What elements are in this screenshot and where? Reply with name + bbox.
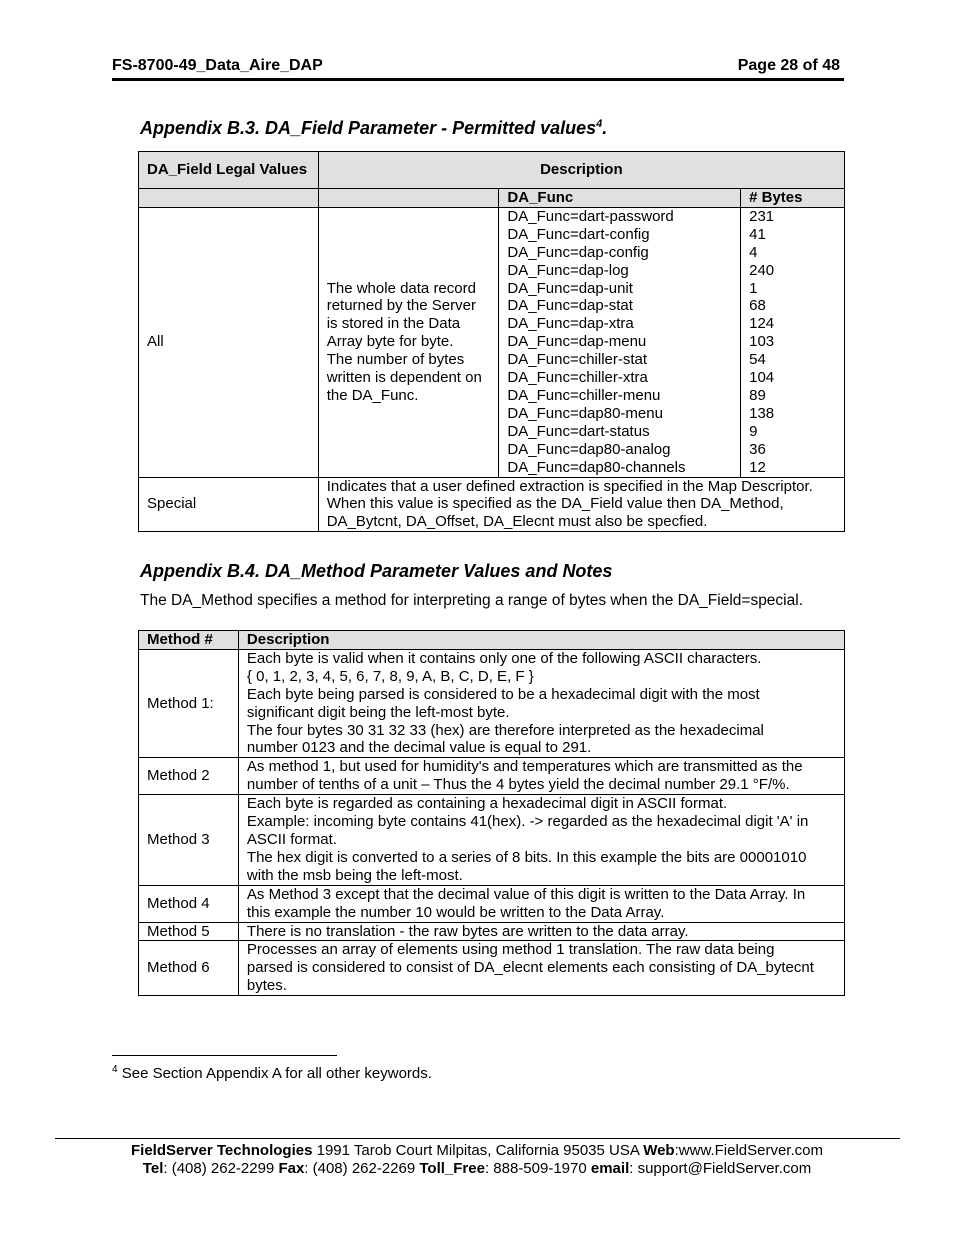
col-header-method: Method # bbox=[139, 631, 239, 650]
page-number: Page 28 of 48 bbox=[737, 57, 840, 74]
col-header-legal-values: DA_Field Legal Values bbox=[139, 152, 319, 189]
method-description: As Method 3 except that the decimal value of this digit is written to the Data Array. In this example the number 10 would be written to the Data Array. bbox=[238, 885, 844, 922]
footer-line-1: FieldServer Technologies 1991 Tarob Court Milpitas, California 95035 USA Web:www.FieldServer.com bbox=[131, 1142, 823, 1159]
table-row bbox=[139, 649, 845, 757]
table-row-special bbox=[139, 477, 845, 532]
legal-value-special: Special bbox=[139, 477, 319, 532]
da-method-table bbox=[138, 630, 845, 996]
table-row bbox=[139, 885, 845, 922]
page-header bbox=[112, 56, 844, 81]
table-subheader-row bbox=[139, 189, 845, 208]
table-header-row bbox=[139, 631, 845, 650]
b4-intro-text: The DA_Method specifies a method for interpreting a range of bytes when the DA_Field=special. bbox=[140, 592, 803, 609]
method-label: Method 2 bbox=[139, 758, 239, 795]
all-description: The whole data record returned by the Server is stored in the Data Array byte for byte. The number of bytes written is dependent on the DA_Func. bbox=[318, 207, 499, 477]
table-row bbox=[139, 758, 845, 795]
footnote-ref: 4 bbox=[596, 118, 603, 130]
document-id: FS-8700-49_Data_Aire_DAP bbox=[112, 57, 323, 74]
da-func-list: DA_Func=dart-password DA_Func=dart-config DA_Func=dap-config DA_Func=dap-log DA_Func=dap-unit DA_Func=dap-stat DA_Func=dap-xtra DA_Func=dap-menu DA_Func=chiller-stat DA_Func=chiller-xtra DA_Func=chiller-menu DA_Func=dap80-menu DA_Func=dart-status DA_Func=dap80-analog DA_Func=dap80-channels bbox=[499, 207, 741, 477]
method-label: Method 1: bbox=[139, 649, 239, 757]
page-footer bbox=[0, 1142, 954, 1178]
method-description: As method 1, but used for humidity's and temperatures which are transmitted as the number of tenths of a unit – Thus the 4 bytes yield the decimal number 29.1 °F/%. bbox=[238, 758, 844, 795]
table-header-row bbox=[139, 152, 845, 189]
legal-value-all: All bbox=[139, 207, 319, 477]
col-header-description: Description bbox=[238, 631, 844, 650]
method-label: Method 6 bbox=[139, 941, 239, 996]
method-description: There is no translation - the raw bytes are written to the data array. bbox=[238, 922, 844, 941]
method-description: Each byte is regarded as containing a hexadecimal digit in ASCII format. Example: incoming byte contains 41(hex). -> regarded as the hexadecimal digit 'A' in ASCII format. The hex digit is converted to a series of 8 bits. In this example the bits are 00001010 with the msb being the left-most. bbox=[238, 795, 844, 886]
footer-line-2: Tel: (408) 262-2299 Fax: (408) 262-2269 Toll_Free: 888-509-1970 email: support@FieldServer.com bbox=[142, 1160, 812, 1177]
method-label: Method 4 bbox=[139, 885, 239, 922]
method-label: Method 5 bbox=[139, 922, 239, 941]
section-title-b4: Appendix B.4. DA_Method Parameter Values and Notes bbox=[140, 561, 613, 581]
section-title-b3: Appendix B.3. DA_Field Parameter - Permitted values$^4$. bbox=[140, 118, 608, 138]
method-description: Each byte is valid when it contains only one of the following ASCII characters. { 0, 1, 2, 3, 4, 5, 6, 7, 8, 9, A, B, C, D, E, F } Each byte being parsed is considered to be a hexadecimal digit with the most significant digit being the left-most byte. The four bytes 30 31 32 33 (hex) are therefore interpreted as the hexadecimal number 0123 and the decimal value is equal to 291. bbox=[238, 649, 844, 757]
col-header-description: Description bbox=[318, 152, 844, 189]
method-description: Processes an array of elements using method 1 translation. The raw data being parsed is considered to consist of DA_elecnt elements each consisting of DA_bytecnt bytes. bbox=[238, 941, 844, 996]
table-row bbox=[139, 795, 845, 886]
table-row-all bbox=[139, 207, 845, 477]
method-label: Method 3 bbox=[139, 795, 239, 886]
table-row bbox=[139, 922, 845, 941]
table-row bbox=[139, 941, 845, 996]
footnote-divider bbox=[112, 1055, 337, 1056]
col-header-da-func: DA_Func bbox=[499, 189, 741, 208]
footnote: $^4$ See Section Appendix A for all other keywords. bbox=[112, 1064, 432, 1082]
footer-divider bbox=[55, 1138, 900, 1139]
special-description: Indicates that a user defined extraction is specified in the Map Descriptor. When this value is specified as the DA_Field value then DA_Method, DA_Bytcnt, DA_Offset, DA_Elecnt must also be specfied. bbox=[318, 477, 844, 532]
bytes-list: 231 41 4 240 1 68 124 103 54 104 89 138 9 36 12 bbox=[741, 207, 845, 477]
da-field-table bbox=[138, 151, 845, 532]
col-header-bytes: # Bytes bbox=[741, 189, 845, 208]
